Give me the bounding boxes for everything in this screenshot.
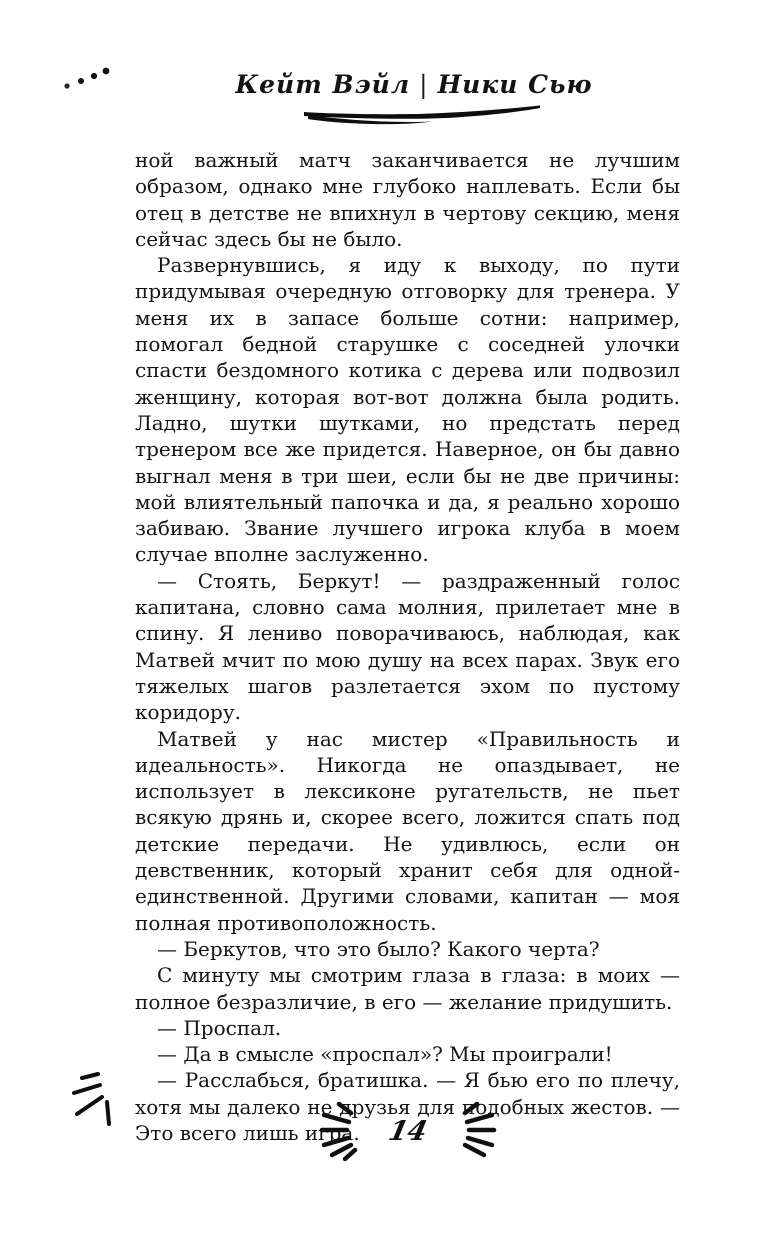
ray-burst-left-icon: [319, 1100, 359, 1162]
paragraph: Развернувшись, я иду к выходу, по пути придумывая очередную отговорку для тренера. У меня их в запасе больше сотни: например, помогал бедной старушке с соседней улочки спасти бездомного котика с дерева или подвозил женщину, которая вот-вот должна была родить. Ладно, шутки шутками, но предстать перед тренером все же придется. Наверное, он бы давно выгнал меня в три шеи, если бы не две причины: мой влиятельный папочка и да, я реально хорошо забиваю. Звание лучшего игрока клуба в моем случае вполне заслуженно.: [135, 253, 680, 567]
page-text: [135, 147, 680, 1146]
page-footer: [0, 1100, 768, 1162]
author-name-right: Ники Сью: [437, 70, 593, 99]
paragraph: — Стоять, Беркут! — раздраженный голос капитана, словно сама молния, прилетает мне в спину. Я лениво поворачиваюсь, наблюдая, как Матвей мчит по мою душу на всех парах. Звук его тяжелых шагов разлетается эхом по пустому коридору.: [135, 568, 680, 725]
author-name-left: Кейт Вэйл: [235, 70, 411, 99]
paragraph: ной важный матч заканчивается не лучшим образом, однако мне глубоко наплевать. Если бы отец в детстве не впихнул в чертову секцию, меня сейчас здесь бы не было.: [135, 148, 680, 251]
paragraph: — Да в смысле «проспал»? Мы проиграли!: [157, 1042, 613, 1067]
page-header: [0, 70, 768, 99]
paragraph: — Проспал.: [157, 1015, 282, 1040]
paragraph: Матвей у нас мистер «Правильность и идеальность». Никогда не опаздывает, не использует в лексиконе ругательств, не пьет всякую дрянь и, скорее всего, ложится спать под детские передачи. Не удивлюсь, если он девственник, который хранит себя для одной-единственной. Другими словами, капитан — моя полная противоположность.: [135, 726, 680, 935]
brush-underline-icon: [302, 103, 542, 127]
authors-heading: [60, 70, 768, 99]
authors-separator: |: [419, 70, 429, 99]
paragraph: — Расслабься, братишка. — Я бью его по плечу, хотя мы далеко не друзья для подобных жестов. — Это всего лишь игра.: [135, 1068, 680, 1145]
paragraph: С минуту мы смотрим глаза в глаза: в моих — полное безразличие, в его — желание придушить.: [135, 963, 680, 1014]
paragraph: — Беркутов, что это было? Какого черта?: [157, 936, 600, 961]
ray-burst-right-icon: [457, 1100, 497, 1162]
page-number: 14: [385, 1115, 431, 1147]
